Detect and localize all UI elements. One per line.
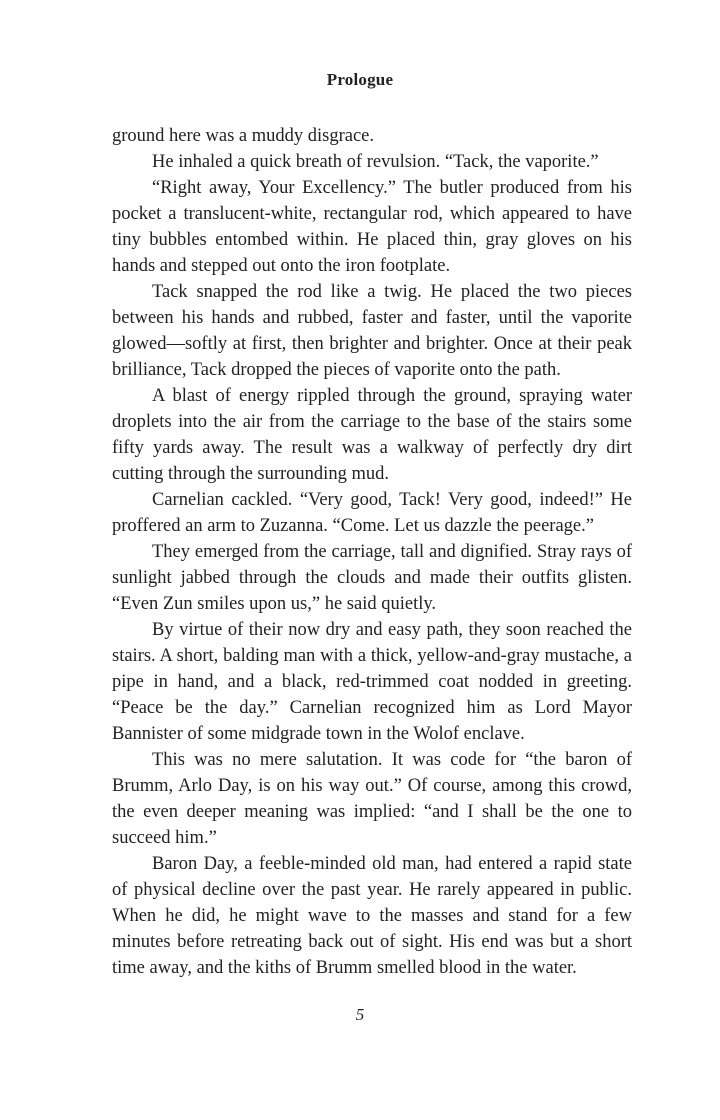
page-number: 5	[355, 1005, 365, 1024]
paragraph: They emerged from the carriage, tall and dignified. Stray rays of sunlight jabbed through the clouds and made their outfits glisten. “Even Zun smiles upon us,” he said quietly.	[112, 542, 632, 614]
paragraph: A blast of energy rippled through the ground, spraying water droplets into the air from the carriage to the base of the stairs some fifty yards away. The result was a walkway of perfectly dry dirt cutting through the surrounding mud.	[112, 386, 632, 484]
paragraph: He inhaled a quick breath of revulsion. “Tack, the vaporite.”	[152, 152, 599, 172]
paragraph: Tack snapped the rod like a twig. He placed the two pieces between his hands and rubbed, faster and faster, until the vaporite glowed—softly at first, then brighter and brighter. Once at their peak brilliance, Tack dropped the pieces of vaporite onto the path.	[112, 282, 632, 380]
paragraph: By virtue of their now dry and easy path, they soon reached the stairs. A short, balding man with a thick, yellow-and-gray mustache, a pipe in hand, and a black, red-trimmed coat nodded in greeting. “Peace be the day.” Carnelian recognized him as Lord Mayor Bannister of some midgrade town in the Wolof enclave.	[112, 620, 632, 744]
chapter-heading: Prologue	[326, 70, 394, 89]
paragraph: “Right away, Your Excellency.” The butler produced from his pocket a translucent-white, rectangular rod, which appeared to have tiny bubbles entombed within. He placed thin, gray gloves on his hands and stepped out onto the iron footplate.	[112, 178, 632, 276]
paragraph: This was no mere salutation. It was code for “the baron of Brumm, Arlo Day, is on his way out.” Of course, among this crowd, the even deeper meaning was implied: “and I shall be the one to succeed him.”	[112, 750, 632, 848]
paragraph: Baron Day, a feeble-minded old man, had entered a rapid state of physical decline over the past year. He rarely appeared in public. When he did, he might wave to the masses and stand for a few minutes before retreating back out of sight. His end was but a short time away, and the kiths of Brumm smelled blood in the water.	[112, 854, 632, 978]
body-text	[112, 123, 632, 981]
paragraph: ground here was a muddy disgrace.	[112, 126, 374, 146]
paragraph: Carnelian cackled. “Very good, Tack! Very good, indeed!” He proffered an arm to Zuzanna. “Come. Let us dazzle the peerage.”	[112, 490, 632, 536]
